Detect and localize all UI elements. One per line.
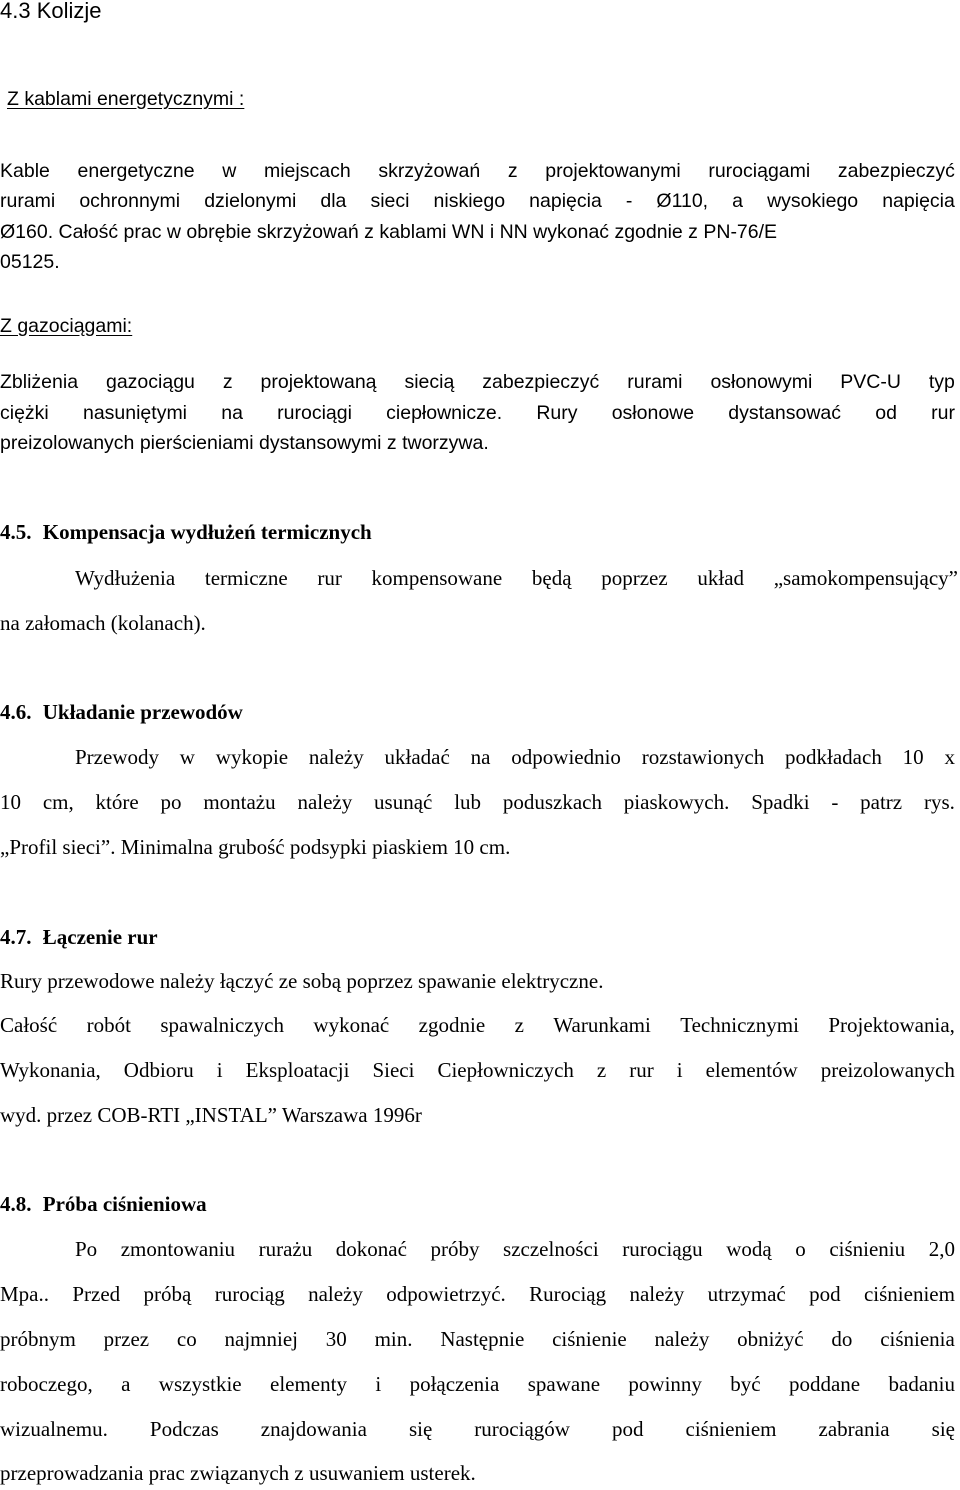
word: elementy xyxy=(270,1372,347,1396)
word: typ xyxy=(928,371,955,393)
word: usunąć xyxy=(374,790,433,814)
word: rys. xyxy=(923,790,955,814)
word: 2,0 xyxy=(928,1237,955,1261)
word: 30 xyxy=(325,1327,347,1351)
word: ciepłownicze. xyxy=(386,402,503,424)
word: i xyxy=(676,1058,683,1082)
word: ciśnieniem xyxy=(863,1282,955,1306)
word: roboczego, xyxy=(0,1372,93,1396)
section-title: Próba ciśnieniowa xyxy=(42,1192,207,1216)
word: próbą xyxy=(143,1282,192,1306)
word: odpowietrzyć. xyxy=(386,1282,506,1306)
paragraph-line xyxy=(0,1372,955,1397)
word: od xyxy=(875,402,897,424)
word: ciężki xyxy=(0,402,49,424)
word: się xyxy=(408,1417,433,1441)
paragraph-line: Rury przewodowe należy łączyć ze sobą poprzez spawanie elektryczne. xyxy=(0,969,604,993)
word: Rury xyxy=(536,402,578,424)
paragraph-line xyxy=(75,1237,955,1262)
word: wykonać xyxy=(313,1013,390,1037)
word: rurami xyxy=(0,190,56,212)
word: Przewody xyxy=(75,745,159,769)
word: siecią xyxy=(404,371,455,393)
word: układ xyxy=(697,566,745,590)
paragraph-line: wyd. przez COB-RTI „INSTAL” Warszawa 1996r xyxy=(0,1103,422,1127)
section-heading-4-6 xyxy=(0,700,243,725)
word: będą xyxy=(531,566,572,590)
word: najmniej xyxy=(224,1327,298,1351)
word: niskiego xyxy=(433,190,506,212)
word: i xyxy=(375,1372,382,1396)
word: projektowaną xyxy=(260,371,377,393)
word: należy xyxy=(629,1282,685,1306)
word: zmontowaniu xyxy=(120,1237,236,1261)
word: gazociągu xyxy=(105,371,195,393)
word: podkładach xyxy=(785,745,882,769)
word: Podczas xyxy=(149,1417,219,1441)
word: Wykonania, xyxy=(0,1058,101,1082)
word: Przed xyxy=(72,1282,121,1306)
word: z xyxy=(514,1013,524,1037)
paragraph-line xyxy=(0,1327,955,1352)
paragraph-line xyxy=(0,402,955,425)
word: cm, xyxy=(42,790,74,814)
word: badaniu xyxy=(888,1372,955,1396)
word: dzielonymi xyxy=(204,190,297,212)
word: powinny xyxy=(628,1372,702,1396)
subsection-title-cables: Z kablami energetycznymi : xyxy=(7,88,245,110)
word: spawane xyxy=(527,1372,601,1396)
word: połączenia xyxy=(409,1372,500,1396)
word: skrzyżowań xyxy=(378,160,481,182)
word: należy xyxy=(308,1282,363,1306)
word: Mpa.. xyxy=(0,1282,49,1306)
word: miejscach xyxy=(263,160,351,182)
paragraph-line: na załomach (kolanach). xyxy=(0,611,206,635)
word: Całość xyxy=(0,1013,58,1037)
word: patrz xyxy=(860,790,903,814)
word: próby xyxy=(430,1237,480,1261)
word: rurociągami xyxy=(708,160,811,182)
word: rurociągów xyxy=(474,1417,570,1441)
word: które xyxy=(95,790,139,814)
word: Eksploatacji xyxy=(245,1058,350,1082)
word: na xyxy=(470,745,491,769)
word: wizualnemu. xyxy=(0,1417,108,1441)
word: układać xyxy=(384,745,450,769)
word: min. xyxy=(374,1327,413,1351)
section-number: 4.5. xyxy=(0,520,32,544)
word: obniżyć xyxy=(737,1327,804,1351)
word: rurami xyxy=(627,371,683,393)
word: a xyxy=(732,190,744,212)
paragraph-line: przeprowadzania prac związanych z usuwaniem usterek. xyxy=(0,1461,476,1485)
word: zgodnie xyxy=(418,1013,486,1037)
word: osłonowe xyxy=(611,402,695,424)
word: pod xyxy=(611,1417,644,1441)
word: poprzez xyxy=(601,566,668,590)
section-heading-4-8 xyxy=(0,1192,207,1217)
word: poduszkach xyxy=(502,790,602,814)
word: a xyxy=(121,1372,131,1396)
word: ciśnieniu xyxy=(829,1237,906,1261)
word: rur xyxy=(317,566,342,590)
word: i xyxy=(216,1058,223,1082)
paragraph-line xyxy=(0,371,955,394)
word: z xyxy=(596,1058,607,1082)
word: w xyxy=(179,745,195,769)
word: Następnie xyxy=(440,1327,525,1351)
word: rurociągu xyxy=(622,1237,703,1261)
word: szczelności xyxy=(503,1237,599,1261)
paragraph-line xyxy=(0,1282,955,1307)
paragraph-line xyxy=(0,190,955,213)
word: rozstawionych xyxy=(641,745,765,769)
paragraph-line: Ø160. Całość prac w obrębie skrzyżowań z kablami WN i NN wykonać zgodnie z PN-76/E xyxy=(0,221,778,243)
word: osłonowymi xyxy=(710,371,813,393)
word: po xyxy=(160,790,182,814)
word: termiczne xyxy=(204,566,288,590)
word: dla xyxy=(320,190,347,212)
word: Kable xyxy=(0,160,50,182)
word: wysokiego xyxy=(767,190,859,212)
word: Spadki xyxy=(751,790,810,814)
word: preizolowanych xyxy=(820,1058,955,1082)
paragraph-line xyxy=(0,1417,955,1442)
word: dokonać xyxy=(335,1237,407,1261)
section-title: Łączenie rur xyxy=(42,925,158,949)
word: - xyxy=(831,790,839,814)
word: nasuniętymi xyxy=(82,402,188,424)
word: ciśnienie xyxy=(552,1327,627,1351)
paragraph-line: 05125. xyxy=(0,251,60,273)
word: rurażu xyxy=(258,1237,313,1261)
word: PVC-U xyxy=(840,371,901,393)
word: robót xyxy=(86,1013,131,1037)
word: z xyxy=(222,371,233,393)
word: zabezpieczyć xyxy=(482,371,600,393)
section-number: 4.8. xyxy=(0,1192,32,1216)
word: „samokompensujący” xyxy=(773,566,958,590)
word: lub xyxy=(454,790,482,814)
section-heading: 4.3 Kolizje xyxy=(0,0,102,23)
word: wykopie xyxy=(215,745,289,769)
section-number: 4.7. xyxy=(0,925,32,949)
word: 10 xyxy=(902,745,924,769)
word: należy xyxy=(654,1327,710,1351)
word: napięcia xyxy=(882,190,955,212)
word: znajdowania xyxy=(260,1417,367,1441)
word: odpowiednio xyxy=(511,745,621,769)
word: napięcia xyxy=(529,190,602,212)
word: w xyxy=(222,160,237,182)
subsection-title-gas: Z gazociągami: xyxy=(0,315,133,337)
word: Wydłużenia xyxy=(75,566,176,590)
word: na xyxy=(221,402,243,424)
word: kompensowane xyxy=(371,566,503,590)
word: do xyxy=(831,1327,853,1351)
word: Ciepłowniczych xyxy=(437,1058,574,1082)
word: projektowanymi xyxy=(545,160,681,182)
word: poddane xyxy=(788,1372,861,1396)
word: piaskowych. xyxy=(623,790,730,814)
paragraph-line xyxy=(0,1058,955,1083)
section-title: Kompensacja wydłużeń termicznych xyxy=(42,520,372,544)
word: dystansować xyxy=(728,402,842,424)
word: Po xyxy=(75,1237,98,1261)
paragraph-line xyxy=(75,745,955,770)
section-heading-4-7 xyxy=(0,925,158,950)
paragraph-line: preizolowanych pierścieniami dystansowymi z tworzywa. xyxy=(0,432,489,454)
word: się xyxy=(931,1417,955,1441)
word: z xyxy=(507,160,518,182)
word: pod xyxy=(809,1282,841,1306)
word: sieci xyxy=(370,190,410,212)
section-number: 4.6. xyxy=(0,700,32,724)
word: Odbioru xyxy=(123,1058,194,1082)
word: ciśnieniem xyxy=(685,1417,777,1441)
word: próbnym xyxy=(0,1327,76,1351)
word: zabezpieczyć xyxy=(837,160,955,182)
word: rurociąg xyxy=(214,1282,285,1306)
word: być xyxy=(730,1372,761,1396)
word: elementów xyxy=(705,1058,798,1082)
section-title: Układanie przewodów xyxy=(42,700,243,724)
word: rur xyxy=(931,402,955,424)
word: spawalniczych xyxy=(160,1013,284,1037)
paragraph-line xyxy=(0,160,955,183)
word: zabrania xyxy=(818,1417,890,1441)
paragraph-line xyxy=(75,566,958,591)
word: montażu xyxy=(203,790,276,814)
word: należy xyxy=(297,790,353,814)
word: x xyxy=(944,745,955,769)
word: 10 xyxy=(0,790,21,814)
word: wszystkie xyxy=(158,1372,242,1396)
section-heading-4-5 xyxy=(0,520,372,545)
word: ochronnymi xyxy=(79,190,181,212)
word: utrzymać xyxy=(707,1282,786,1306)
word: energetyczne xyxy=(77,160,195,182)
paragraph-line xyxy=(0,1013,955,1038)
paragraph-line: „Profil sieci”. Minimalna grubość podsypki piaskiem 10 cm. xyxy=(0,835,511,859)
word: Technicznymi xyxy=(680,1013,799,1037)
word: Warunkami xyxy=(553,1013,651,1037)
word: Rurociąg xyxy=(529,1282,607,1306)
word: Sieci xyxy=(372,1058,415,1082)
word: Zbliżenia xyxy=(0,371,79,393)
paragraph-line xyxy=(0,790,955,815)
word: wodą xyxy=(726,1237,772,1261)
word: co xyxy=(176,1327,197,1351)
word: Ø110, xyxy=(656,190,709,212)
word: rur xyxy=(629,1058,654,1082)
word: rurociągi xyxy=(277,402,352,424)
word: ciśnienia xyxy=(880,1327,955,1351)
word: należy xyxy=(308,745,364,769)
word: o xyxy=(795,1237,806,1261)
word: Projektowania, xyxy=(828,1013,955,1037)
word: przez xyxy=(103,1327,150,1351)
word: - xyxy=(625,190,633,212)
